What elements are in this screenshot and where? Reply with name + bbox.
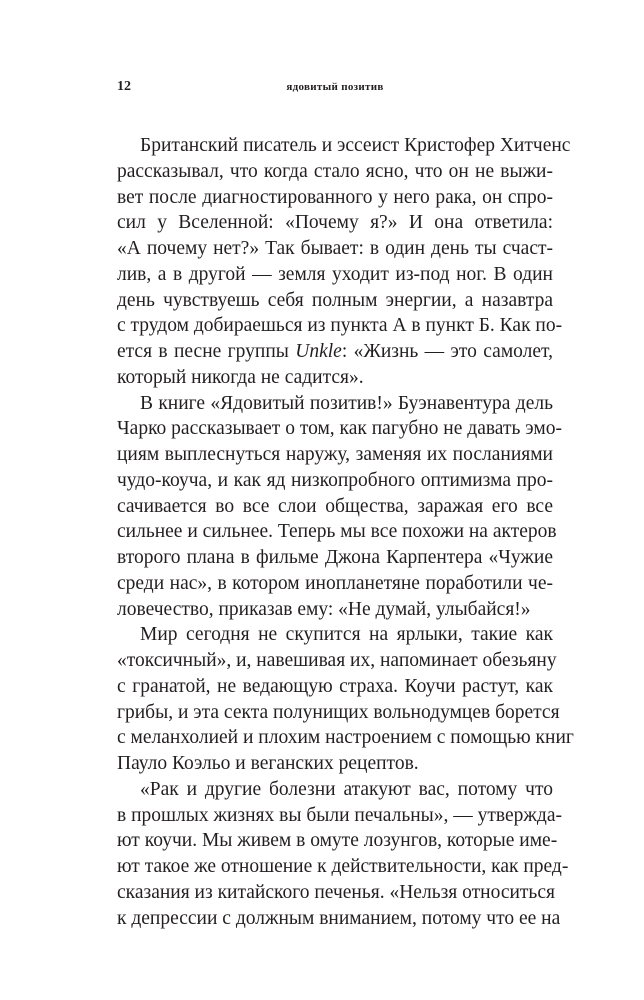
band-name: Unkle [295, 341, 342, 362]
body-text [117, 133, 574, 931]
text-line: В книге «Ядовитый позитив!» Буэнавентура дель [140, 392, 553, 414]
text-line: среди нас», в котором инопланетяне поработили че- [117, 572, 553, 594]
text-line: Британский писатель и эссеист Кристофер Хитченс [140, 135, 571, 156]
text-line: ют такое же отношение к действительности, как пред- [117, 856, 569, 877]
running-title: ядовитый позитив [286, 81, 384, 93]
text-line: с меланхолией и плохим настроением с помощью книг [117, 727, 574, 749]
text-line: к депрессии с должным вниманием, потому что ее на [117, 907, 561, 929]
text-line: в прошлых жизнях вы были печальны», — утвержда- [117, 804, 562, 826]
text-line: чудо-коуча, и как яд низкопробного оптимизма про- [117, 469, 553, 491]
text-line: грибы, и эта секта полунищих вольнодумцев борется [117, 701, 560, 723]
text-line: который никогда не садится». [117, 366, 364, 388]
text-line: вет после диагностированного у него рака, он спро- [117, 186, 553, 208]
text-line: Пауло Коэльо и веганских рецептов. [117, 753, 419, 774]
text-line: с трудом добираешься из пункта А в пункт Б. Как по- [117, 315, 563, 337]
paragraph [117, 391, 563, 623]
text-line: «токсичный», и, навешивая их, напоминает обезьяну [117, 650, 557, 671]
text-line: сил у Вселенной: «Почему я?» И она ответила: [117, 212, 553, 234]
text-line: ется в песне группы Unkle: «Жизнь — это самолет, [117, 341, 553, 362]
text-line: второго плана в фильме Джона Карпентера «Чужие [117, 547, 553, 568]
text-line: ют коучи. Мы живем в омуте лозунгов, которые име- [117, 830, 558, 852]
text-line: день чувствуешь себя полным энергии, а назавтра [117, 289, 553, 311]
text-line: Мир сегодня не скупится на ярлыки, такие как [140, 624, 553, 646]
page-number: 12 [117, 79, 131, 94]
text-line: лив, а в другой — земля уходит из-под ног. В один [117, 263, 553, 285]
text-line: с гранатой, не ведающую страха. Коучи растут, как [117, 675, 553, 697]
paragraph [117, 133, 571, 391]
text-line: сачивается во все слои общества, заражая его все [117, 495, 553, 517]
text-line: сильнее и сильнее. Теперь мы все похожи на актеров [117, 521, 557, 543]
paragraph [117, 777, 569, 932]
text-line: «Рак и другие болезни атакуют вас, потому что [140, 778, 553, 800]
text-line: рассказывал, что когда стало ясно, что он не выжи- [117, 160, 553, 182]
text-line: «А почему нет?» Так бывает: в один день ты счаст- [117, 238, 553, 259]
text-line: сказания из китайского печенья. «Нельзя относиться [117, 881, 555, 903]
paragraph [117, 622, 574, 777]
text-line: Чарко рассказывает о том, как пагубно не давать эмо- [117, 418, 563, 440]
text-line: циям выплеснуться наружу, заменяя их посланиями [117, 444, 553, 465]
text-line: ловечество, приказав ему: «Не думай, улыбайся!» [117, 598, 531, 620]
